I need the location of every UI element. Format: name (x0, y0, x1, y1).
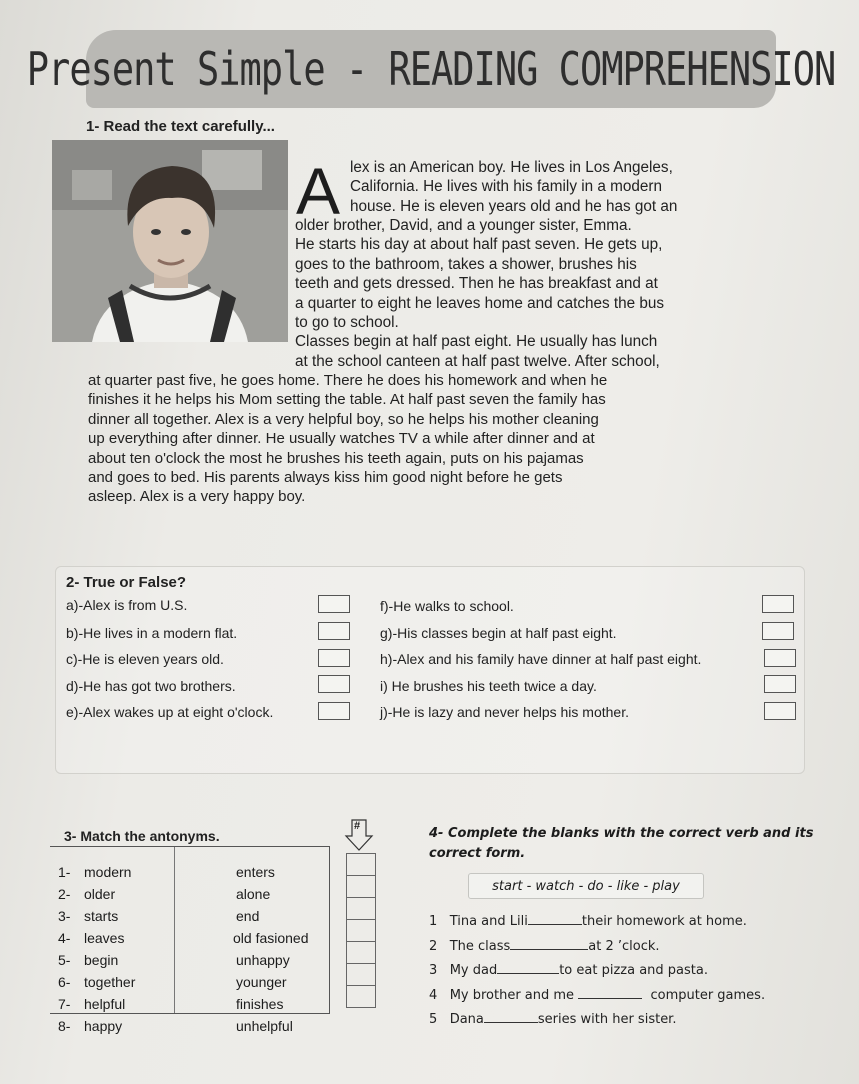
sentence-num: 2 (429, 939, 438, 954)
page-title: Present Simple - READING COMPREHENSION (26, 42, 836, 96)
reading-line: at quarter past five, he goes home. There he does his homework and when he (88, 372, 608, 389)
antonym-right: unhappy (236, 952, 290, 968)
sentence-before: Dana (449, 1012, 484, 1027)
tf-answer-box-g[interactable] (762, 622, 794, 640)
reading-line: a quarter to eight he leaves home and catches the bus (295, 294, 665, 312)
tf-statement-b: b)-He lives in a modern flat. (66, 625, 238, 641)
sentence-num: 5 (429, 1012, 438, 1027)
reading-line: up everything after dinner. He usually watches TV a while after dinner and at (88, 430, 595, 448)
blank-sentence-1 (429, 912, 747, 929)
section3-heading: 3- Match the antonyms. (64, 828, 220, 844)
antonym-left: together (84, 974, 136, 990)
antonym-answer-box[interactable] (346, 853, 376, 875)
antonym-left: starts (84, 908, 119, 924)
tf-answer-box-j[interactable] (764, 702, 796, 720)
antonym-answer-box[interactable] (346, 875, 376, 897)
sentence-num: 3 (429, 963, 438, 978)
sentence-after: to eat pizza and pasta. (559, 963, 708, 978)
antonym-answer-box[interactable] (346, 941, 376, 963)
antonym-right: unhelpful (236, 1018, 293, 1034)
reading-para-mid (295, 216, 664, 371)
antonym-right: alone (236, 886, 271, 902)
antonym-left: happy (84, 1018, 123, 1034)
reading-line: older brother, David, and a younger sister, Emma. (295, 217, 632, 234)
tf-statement-c: c)-He is eleven years old. (66, 651, 224, 667)
sentence-after: series with her sister. (537, 1012, 677, 1027)
reading-para-bottom (88, 371, 607, 507)
antonym-left: older (84, 886, 116, 902)
sentence-num: 1 (429, 914, 438, 929)
sentence-num: 4 (429, 988, 438, 1003)
tf-answer-box-f[interactable] (762, 595, 794, 613)
sentence-before: Tina and Lili (449, 914, 528, 929)
antonym-answer-box[interactable] (346, 985, 376, 1008)
antonym-table (50, 846, 330, 1034)
sentence-after: at 2 ’clock. (588, 939, 660, 954)
reading-line: teeth and gets dressed. Then he has breakfast and at (295, 275, 658, 293)
reading-para-top (350, 158, 677, 216)
antonym-left: helpful (84, 996, 126, 1012)
antonym-num: 5- (58, 952, 71, 968)
antonym-num: 8- (58, 1018, 71, 1034)
reading-line: finishes it he helps his Mom setting the table. At half past seven the family has (88, 391, 606, 409)
blank-input[interactable] (484, 1010, 538, 1023)
blank-sentence-2 (429, 937, 660, 954)
section4-heading: 4- Complete the blanks with the correct verb and its (429, 826, 814, 841)
tf-statement-a: a)-Alex is from U.S. (66, 597, 188, 613)
antonym-num: 7- (58, 996, 71, 1012)
tf-answer-box-c[interactable] (318, 649, 350, 667)
antonym-right: enters (236, 864, 275, 880)
reading-line: goes to the bathroom, takes a shower, brushes his (295, 255, 637, 273)
arrow-down-icon (344, 818, 374, 852)
reading-line: to go to school. (295, 314, 399, 332)
reading-line: California. He lives with his family in a modern (350, 178, 663, 196)
tf-statement-d: d)-He has got two brothers. (66, 678, 236, 694)
sentence-before: My brother and me (449, 988, 575, 1003)
antonym-num: 3- (58, 908, 71, 924)
tf-statement-h: h)-Alex and his family have dinner at half past eight. (380, 651, 702, 667)
reading-line: asleep. Alex is a very happy boy. (88, 488, 306, 506)
tf-answer-box-b[interactable] (318, 622, 350, 640)
tf-answer-box-h[interactable] (764, 649, 796, 667)
antonym-answer-box[interactable] (346, 897, 376, 919)
blank-sentence-3 (429, 961, 708, 978)
reading-line: and goes to bed. His parents always kiss him good night before he gets (88, 469, 563, 487)
antonym-left: modern (84, 864, 132, 880)
sentence-after: their homework at home. (581, 914, 747, 929)
reading-line: lex is an American boy. He lives in Los Angeles, (350, 159, 673, 176)
antonym-right: finishes (236, 996, 284, 1012)
blank-input[interactable] (528, 912, 582, 925)
antonym-num: 2- (58, 886, 71, 902)
antonym-left: begin (84, 952, 119, 968)
antonym-num: 4- (58, 930, 71, 946)
tf-statement-i: i) He brushes his teeth twice a day. (380, 678, 597, 694)
word-bank: start - watch - do - like - play (468, 873, 704, 899)
blank-input[interactable] (510, 937, 588, 950)
boy-photo-icon (52, 140, 288, 342)
antonym-right: younger (236, 974, 287, 990)
reading-line: house. He is eleven years old and he has got an (350, 197, 678, 215)
sentence-before: My dad (449, 963, 498, 978)
antonym-answer-box[interactable] (346, 919, 376, 941)
reading-line: Classes begin at half past eight. He usually has lunch (295, 333, 658, 351)
sentence-after: computer games. (650, 988, 766, 1003)
blank-sentence-4 (429, 986, 765, 1003)
title-banner (26, 30, 836, 108)
tf-answer-box-i[interactable] (764, 675, 796, 693)
antonym-num: 6- (58, 974, 71, 990)
antonym-left: leaves (84, 930, 125, 946)
tf-statement-j: j)-He is lazy and never helps his mother. (380, 704, 629, 720)
blank-sentence-5 (429, 1010, 676, 1027)
section4-heading-cont: correct form. (429, 846, 526, 861)
antonym-num: 1- (58, 864, 71, 880)
tf-statement-f: f)-He walks to school. (380, 598, 514, 614)
antonym-answer-column (346, 853, 376, 1008)
section1-heading: 1- Read the text carefully... (86, 118, 275, 135)
reading-line: dinner all together. Alex is a very helpful boy, so he helps his mother cleaning (88, 410, 599, 428)
tf-answer-box-a[interactable] (318, 595, 350, 613)
blank-input[interactable] (578, 986, 642, 999)
tf-answer-box-e[interactable] (318, 702, 350, 720)
tf-statement-e: e)-Alex wakes up at eight o'clock. (66, 704, 274, 720)
antonym-right: end (236, 908, 260, 924)
antonym-answer-box[interactable] (346, 963, 376, 985)
reading-line: about ten o'clock the most he brushes his teeth again, puts on his pajamas (88, 449, 584, 467)
drop-cap: A (296, 154, 341, 228)
section2-heading: 2- True or False? (66, 574, 187, 591)
hash-mark: # (354, 820, 361, 832)
boy-photo (52, 140, 288, 342)
tf-statement-g: g)-His classes begin at half past eight. (380, 625, 617, 641)
reading-line: at the school canteen at half past twelve. After school, (295, 352, 660, 370)
tf-answer-box-d[interactable] (318, 675, 350, 693)
antonym-right: old fasioned (233, 930, 309, 946)
blank-input[interactable] (497, 961, 559, 974)
reading-line: He starts his day at about half past seven. He gets up, (295, 236, 663, 254)
sentence-before: The class (449, 939, 511, 954)
